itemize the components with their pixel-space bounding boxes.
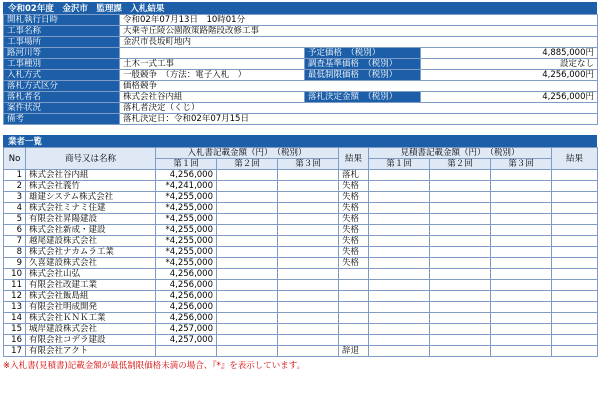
row-no: 10 bbox=[4, 269, 26, 280]
row-company-name: 株式会社谷内組 bbox=[26, 170, 156, 181]
row-estimate-round-3 bbox=[491, 291, 552, 302]
method-value: 一般競争 （方法：電子入札 ） bbox=[120, 70, 305, 81]
row-estimate-result bbox=[552, 181, 598, 192]
row-bid-round-2 bbox=[217, 192, 278, 203]
row-no: 15 bbox=[4, 324, 26, 335]
row-estimate-round-2 bbox=[430, 335, 491, 346]
row-company-name: 株式会社山弘 bbox=[26, 269, 156, 280]
row-estimate-round-1 bbox=[369, 302, 430, 313]
row-bid-round-3 bbox=[278, 236, 339, 247]
row-bid-round-3 bbox=[278, 225, 339, 236]
row-company-name: 有限会社昇陽建設 bbox=[26, 214, 156, 225]
row-result: 失格 bbox=[339, 203, 369, 214]
row-estimate-result bbox=[552, 324, 598, 335]
type-label: 工事種別 bbox=[4, 59, 120, 70]
row-bid-round-2 bbox=[217, 203, 278, 214]
row-no: 8 bbox=[4, 247, 26, 258]
row-estimate-round-1 bbox=[369, 335, 430, 346]
row-estimate-round-3 bbox=[491, 247, 552, 258]
row-bid-round-3 bbox=[278, 346, 339, 357]
row-bid-round-1: 4,256,000 bbox=[156, 280, 217, 291]
row-bid-round-1: 4,256,000 bbox=[156, 313, 217, 324]
row-company-name: 有限会社コデラ建設 bbox=[26, 335, 156, 346]
row-estimate-round-1 bbox=[369, 313, 430, 324]
row-result: 失格 bbox=[339, 192, 369, 203]
table-row bbox=[4, 181, 598, 192]
row-estimate-round-1 bbox=[369, 214, 430, 225]
row-bid-round-1 bbox=[156, 346, 217, 357]
row-result: 失格 bbox=[339, 181, 369, 192]
row-bid-round-1: 4,256,000 bbox=[156, 269, 217, 280]
row-company-name: 雄建システム株式会社 bbox=[26, 192, 156, 203]
row-bid-round-2 bbox=[217, 269, 278, 280]
row-estimate-round-3 bbox=[491, 181, 552, 192]
row-bid-round-3 bbox=[278, 324, 339, 335]
row-no: 11 bbox=[4, 280, 26, 291]
row-estimate-round-2 bbox=[430, 269, 491, 280]
row-estimate-round-1 bbox=[369, 192, 430, 203]
row-bid-round-3 bbox=[278, 247, 339, 258]
row-estimate-round-3 bbox=[491, 324, 552, 335]
page-title: 令和02年度 金沢市 監理課 入札結果 bbox=[3, 2, 597, 14]
row-estimate-round-1 bbox=[369, 346, 430, 357]
row-result: 辞退 bbox=[339, 346, 369, 357]
bidder-rows bbox=[4, 170, 598, 357]
row-estimate-round-2 bbox=[430, 302, 491, 313]
row-estimate-result bbox=[552, 302, 598, 313]
row-bid-round-3 bbox=[278, 302, 339, 313]
place-label: 工事場所 bbox=[4, 37, 120, 48]
row-estimate-round-1 bbox=[369, 258, 430, 269]
row-no: 5 bbox=[4, 214, 26, 225]
row-bid-round-3 bbox=[278, 203, 339, 214]
row-estimate-round-2 bbox=[430, 313, 491, 324]
row-result: 失格 bbox=[339, 258, 369, 269]
row-result: 失格 bbox=[339, 247, 369, 258]
planned-price-value: 4,885,000円 bbox=[421, 48, 598, 59]
row-company-name: 株式会社義竹 bbox=[26, 181, 156, 192]
row-bid-round-3 bbox=[278, 291, 339, 302]
row-no: 1 bbox=[4, 170, 26, 181]
row-estimate-round-1 bbox=[369, 225, 430, 236]
award-method-value: 価格競争 bbox=[120, 81, 598, 92]
row-bid-round-3 bbox=[278, 313, 339, 324]
row-result bbox=[339, 335, 369, 346]
row-estimate-round-3 bbox=[491, 258, 552, 269]
row-estimate-round-2 bbox=[430, 247, 491, 258]
status-value: 落札者決定（くじ） bbox=[120, 103, 598, 114]
row-bid-round-3 bbox=[278, 214, 339, 225]
row-bid-round-3 bbox=[278, 181, 339, 192]
row-estimate-round-1 bbox=[369, 236, 430, 247]
table-row bbox=[4, 280, 598, 291]
list-title: 業者一覧 bbox=[3, 135, 597, 147]
open-date-value: 令和02年07月13日 10時01分 bbox=[120, 15, 598, 26]
row-estimate-round-3 bbox=[491, 335, 552, 346]
award-method-label: 落札方式区分 bbox=[4, 81, 120, 92]
row-estimate-round-3 bbox=[491, 236, 552, 247]
row-bid-round-1: 4,256,000 bbox=[156, 291, 217, 302]
row-result bbox=[339, 313, 369, 324]
row-company-name: 株式会社ナカムラ工業 bbox=[26, 247, 156, 258]
row-bid-round-2 bbox=[217, 324, 278, 335]
row-bid-round-2 bbox=[217, 302, 278, 313]
row-company-name: 久喜建設株式会社 bbox=[26, 258, 156, 269]
remarks-label: 備考 bbox=[4, 114, 120, 125]
row-estimate-round-3 bbox=[491, 346, 552, 357]
row-bid-round-2 bbox=[217, 214, 278, 225]
row-estimate-round-3 bbox=[491, 302, 552, 313]
row-bid-round-1: *4,255,000 bbox=[156, 247, 217, 258]
row-estimate-round-2 bbox=[430, 203, 491, 214]
row-estimate-round-2 bbox=[430, 181, 491, 192]
row-estimate-round-3 bbox=[491, 280, 552, 291]
district-label: 路河川等 bbox=[4, 48, 120, 59]
survey-price-value: 設定なし bbox=[421, 59, 598, 70]
table-row bbox=[4, 313, 598, 324]
row-company-name: 株式会社ＫＮＫ工業 bbox=[26, 313, 156, 324]
row-estimate-result bbox=[552, 214, 598, 225]
row-bid-round-2 bbox=[217, 247, 278, 258]
row-estimate-result bbox=[552, 258, 598, 269]
row-result bbox=[339, 291, 369, 302]
col-bid-round-3: 第３回 bbox=[278, 159, 339, 170]
minimum-price-label: 最低制限価格 （税別） bbox=[305, 70, 421, 81]
row-bid-round-1: 4,256,000 bbox=[156, 170, 217, 181]
row-estimate-round-3 bbox=[491, 214, 552, 225]
row-bid-round-3 bbox=[278, 280, 339, 291]
table-row bbox=[4, 302, 598, 313]
row-bid-round-2 bbox=[217, 181, 278, 192]
planned-price-label: 予定価格 （税別） bbox=[305, 48, 421, 59]
footnote: ※入札書(見積書)記載金額が最低制限価格未満の場合、『*』を表示しています。 bbox=[3, 361, 306, 371]
name-label: 工事名称 bbox=[4, 26, 120, 37]
col-bid-round-2: 第２回 bbox=[217, 159, 278, 170]
row-bid-round-1: *4,241,000 bbox=[156, 181, 217, 192]
survey-price-label: 調査基準価格 （税別） bbox=[305, 59, 421, 70]
row-estimate-round-1 bbox=[369, 203, 430, 214]
row-bid-round-2 bbox=[217, 335, 278, 346]
row-no: 13 bbox=[4, 302, 26, 313]
table-row bbox=[4, 335, 598, 346]
award-amount-value: 4,256,000円 bbox=[421, 92, 598, 103]
winner-value: 株式会社谷内組 bbox=[120, 92, 305, 103]
row-estimate-round-2 bbox=[430, 214, 491, 225]
award-amount-label: 落札決定金額 （税別） bbox=[305, 92, 421, 103]
row-estimate-round-3 bbox=[491, 269, 552, 280]
row-estimate-result bbox=[552, 236, 598, 247]
row-estimate-round-2 bbox=[430, 346, 491, 357]
table-row bbox=[4, 225, 598, 236]
row-estimate-round-3 bbox=[491, 225, 552, 236]
table-row bbox=[4, 203, 598, 214]
row-estimate-result bbox=[552, 192, 598, 203]
row-estimate-round-3 bbox=[491, 203, 552, 214]
table-row bbox=[4, 269, 598, 280]
page bbox=[3, 2, 597, 371]
row-estimate-round-2 bbox=[430, 280, 491, 291]
col-estimate-round-3: 第３回 bbox=[491, 159, 552, 170]
row-estimate-result bbox=[552, 269, 598, 280]
status-label: 案件状況 bbox=[4, 103, 120, 114]
row-bid-round-1: 4,257,000 bbox=[156, 335, 217, 346]
row-company-name: 株式会社ミナミ住建 bbox=[26, 203, 156, 214]
row-bid-round-1: *4,255,000 bbox=[156, 258, 217, 269]
row-estimate-result bbox=[552, 170, 598, 181]
col-estimate-group: 見積書記載金額（円） （税別） bbox=[369, 148, 552, 159]
row-bid-round-3 bbox=[278, 170, 339, 181]
row-estimate-round-3 bbox=[491, 170, 552, 181]
district-value bbox=[120, 48, 305, 59]
table-row bbox=[4, 214, 598, 225]
row-estimate-result bbox=[552, 280, 598, 291]
row-result: 失格 bbox=[339, 214, 369, 225]
name-value: 大乗寺丘陵公園散策路階段改修工事 bbox=[120, 26, 598, 37]
col-estimate-result: 結果 bbox=[552, 148, 598, 170]
row-estimate-round-1 bbox=[369, 269, 430, 280]
row-bid-round-2 bbox=[217, 225, 278, 236]
row-result: 失格 bbox=[339, 236, 369, 247]
remarks-value: 落札決定日：令和02年07月15日 bbox=[120, 114, 598, 125]
table-row bbox=[4, 346, 598, 357]
table-row bbox=[4, 192, 598, 203]
row-estimate-result bbox=[552, 313, 598, 324]
row-no: 12 bbox=[4, 291, 26, 302]
table-row bbox=[4, 170, 598, 181]
minimum-price-value: 4,256,000円 bbox=[421, 70, 598, 81]
table-row bbox=[4, 247, 598, 258]
row-bid-round-3 bbox=[278, 269, 339, 280]
row-company-name: 城岸建設株式会社 bbox=[26, 324, 156, 335]
row-estimate-result bbox=[552, 346, 598, 357]
method-label: 入札方式 bbox=[4, 70, 120, 81]
row-result bbox=[339, 280, 369, 291]
row-bid-round-1: 4,256,000 bbox=[156, 302, 217, 313]
col-estimate-round-2: 第２回 bbox=[430, 159, 491, 170]
row-estimate-round-2 bbox=[430, 236, 491, 247]
row-company-name: 有限会社明成開発 bbox=[26, 302, 156, 313]
col-estimate-round-1: 第１回 bbox=[369, 159, 430, 170]
row-company-name: 有限会社アクト bbox=[26, 346, 156, 357]
col-bid-group: 入札書記載金額（円） （税別） bbox=[156, 148, 339, 159]
row-no: 16 bbox=[4, 335, 26, 346]
row-estimate-result bbox=[552, 335, 598, 346]
row-bid-round-3 bbox=[278, 335, 339, 346]
row-estimate-round-2 bbox=[430, 192, 491, 203]
open-date-label: 開札執行日時 bbox=[4, 15, 120, 26]
row-estimate-round-1 bbox=[369, 324, 430, 335]
row-result bbox=[339, 324, 369, 335]
row-bid-round-2 bbox=[217, 236, 278, 247]
row-estimate-round-3 bbox=[491, 313, 552, 324]
place-value: 金沢市長坂町地内 bbox=[120, 37, 598, 48]
winner-label: 落札者名 bbox=[4, 92, 120, 103]
row-estimate-round-2 bbox=[430, 291, 491, 302]
row-company-name: 越尾建設株式会社 bbox=[26, 236, 156, 247]
col-result: 結果 bbox=[339, 148, 369, 170]
table-row bbox=[4, 236, 598, 247]
row-result: 失格 bbox=[339, 225, 369, 236]
row-result bbox=[339, 302, 369, 313]
row-bid-round-1: *4,255,000 bbox=[156, 236, 217, 247]
row-estimate-round-2 bbox=[430, 225, 491, 236]
row-estimate-round-1 bbox=[369, 170, 430, 181]
row-result: 落札 bbox=[339, 170, 369, 181]
row-no: 3 bbox=[4, 192, 26, 203]
table-row bbox=[4, 324, 598, 335]
row-bid-round-1: *4,255,000 bbox=[156, 203, 217, 214]
row-no: 4 bbox=[4, 203, 26, 214]
row-estimate-round-2 bbox=[430, 170, 491, 181]
row-no: 6 bbox=[4, 225, 26, 236]
row-bid-round-2 bbox=[217, 346, 278, 357]
type-value: 土木一式工事 bbox=[120, 59, 305, 70]
col-no: No bbox=[4, 148, 26, 170]
row-bid-round-2 bbox=[217, 280, 278, 291]
col-bid-round-1: 第１回 bbox=[156, 159, 217, 170]
row-estimate-round-1 bbox=[369, 291, 430, 302]
row-bid-round-3 bbox=[278, 192, 339, 203]
info-table bbox=[3, 14, 598, 125]
bidder-table bbox=[3, 147, 598, 357]
row-estimate-round-1 bbox=[369, 280, 430, 291]
row-no: 9 bbox=[4, 258, 26, 269]
row-estimate-result bbox=[552, 225, 598, 236]
table-row bbox=[4, 291, 598, 302]
row-estimate-round-2 bbox=[430, 324, 491, 335]
row-bid-round-1: *4,255,000 bbox=[156, 192, 217, 203]
row-bid-round-1: 4,257,000 bbox=[156, 324, 217, 335]
row-company-name: 株式会社新成・建設 bbox=[26, 225, 156, 236]
row-no: 2 bbox=[4, 181, 26, 192]
row-estimate-result bbox=[552, 247, 598, 258]
row-company-name: 有限会社改建工業 bbox=[26, 280, 156, 291]
row-bid-round-1: *4,255,000 bbox=[156, 214, 217, 225]
row-bid-round-2 bbox=[217, 258, 278, 269]
row-no: 14 bbox=[4, 313, 26, 324]
row-no: 7 bbox=[4, 236, 26, 247]
row-estimate-round-1 bbox=[369, 181, 430, 192]
row-estimate-round-3 bbox=[491, 192, 552, 203]
row-bid-round-2 bbox=[217, 170, 278, 181]
table-row bbox=[4, 258, 598, 269]
row-company-name: 株式会社飯島組 bbox=[26, 291, 156, 302]
row-no: 17 bbox=[4, 346, 26, 357]
row-bid-round-2 bbox=[217, 291, 278, 302]
row-estimate-round-1 bbox=[369, 247, 430, 258]
row-estimate-result bbox=[552, 291, 598, 302]
row-bid-round-2 bbox=[217, 313, 278, 324]
row-result bbox=[339, 269, 369, 280]
col-name: 商号又は名称 bbox=[26, 148, 156, 170]
row-bid-round-3 bbox=[278, 258, 339, 269]
row-bid-round-1: *4,255,000 bbox=[156, 225, 217, 236]
row-estimate-round-2 bbox=[430, 258, 491, 269]
row-estimate-result bbox=[552, 203, 598, 214]
